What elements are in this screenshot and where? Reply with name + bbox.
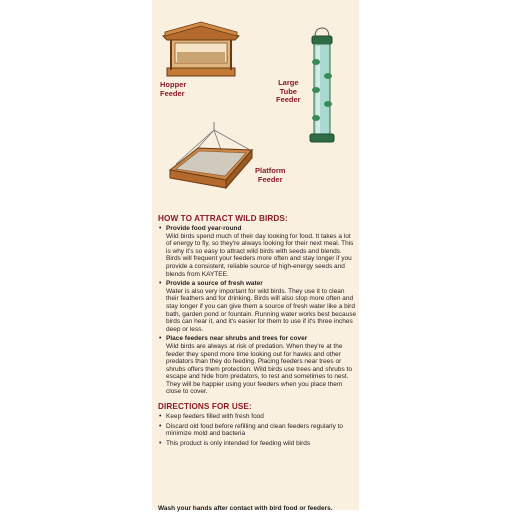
hopper-feeder-label: Hopper Feeder	[160, 80, 187, 98]
hand-wash-warning: Wash your hands after contact with bird food or feeders.	[158, 505, 333, 512]
tube-feeder-icon	[306, 28, 338, 148]
instructions	[158, 214, 357, 447]
list-item	[158, 280, 357, 333]
list-item	[158, 335, 357, 396]
bullet-body: Wild birds are always at risk of predation. When they're at the feeder they spend more time looking out for hawks and other predators than they do feeding. Placing feeders near trees or shrubs offers them protection. Wild birds use trees and shrubs to escape and hide from predators, to rest and sometimes to nest. They will be happier using your feeders when you place them close to cover.	[166, 342, 352, 396]
list-item: • Discard old food before refilling and clean feeders regularly to minimize mold and bacteria	[158, 423, 357, 438]
directions-heading: DIRECTIONS FOR USE:	[158, 402, 252, 412]
list-item	[158, 225, 357, 278]
bullet-title: Provide a source of fresh water	[166, 280, 263, 288]
platform-feeder-icon	[168, 120, 254, 196]
product-info-panel	[152, 0, 359, 510]
hopper-feeder-icon	[159, 22, 243, 80]
tube-feeder-label: Large Tube Feeder	[276, 78, 301, 104]
bullet-body: Water is also very important for wild birds. They use it to clean their feathers and for drinking. Birds will also stop more often and stay longer if you can give them a source of fresh water like a bird bath, garden pond or fountain. Running water works best because birds can hear it, and it's easier for them to use if it's three inches deep or less.	[166, 287, 357, 333]
list-item: • This product is only intended for feeding wild birds	[158, 440, 357, 448]
bullet-body: Wild birds spend much of their day looking for food. It takes a lot of energy to fly, so they're always looking for their next meal. This is why it's so easy to attract wild birds with seeds and blends. Birds will frequent your feeders more often and stay longer if you provide a consistent, reliable source of high-energy seeds and blends from KAYTEE.	[166, 232, 354, 278]
section-title-clipped	[158, 0, 250, 1]
attract-heading: HOW TO ATTRACT WILD BIRDS:	[158, 214, 288, 223]
bullet-title: Provide food year-round	[166, 225, 242, 232]
platform-feeder-label: Platform Feeder	[255, 166, 286, 184]
bullet-title: Place feeders near shrubs and trees for cover	[166, 335, 308, 343]
list-item: • Keep feeders filled with fresh food	[158, 413, 357, 421]
